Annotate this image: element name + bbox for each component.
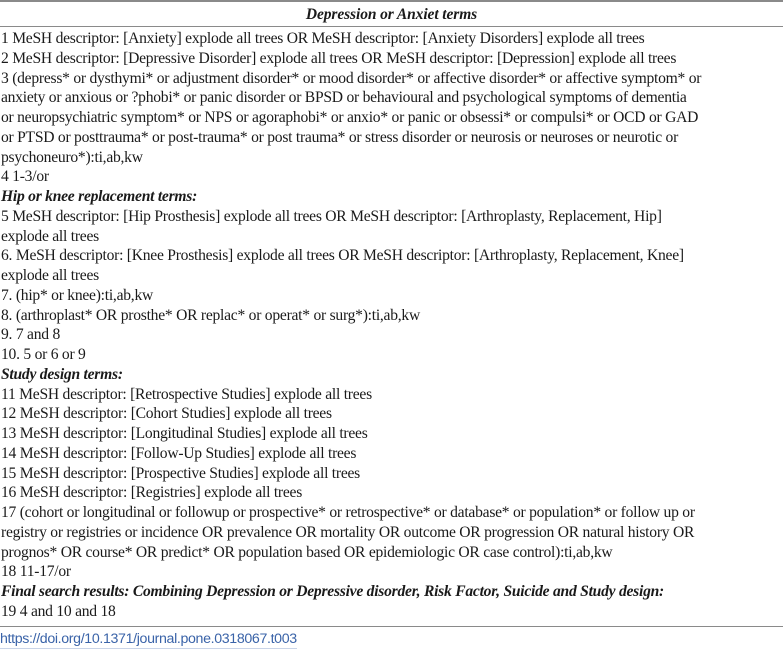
search-line: 14 MeSH descriptor: [Follow-Up Studies] explode all trees bbox=[1, 444, 357, 462]
section-heading bbox=[1, 365, 783, 385]
search-line: 11 MeSH descriptor: [Retrospective Studies] explode all trees bbox=[1, 385, 372, 403]
search-line: prognos* OR course* OR predict* OR population based OR epidemiologic OR case control):ti,ab,kw bbox=[1, 543, 613, 561]
search-line: 15 MeSH descriptor: [Prospective Studies] explode all trees bbox=[1, 464, 360, 482]
search-line: 12 MeSH descriptor: [Cohort Studies] explode all trees bbox=[1, 405, 332, 423]
search-line: 19 4 and 10 and 18 bbox=[1, 602, 116, 620]
search-line: 16 MeSH descriptor: [Registries] explode all trees bbox=[1, 484, 303, 502]
search-line: 9. 7 and 8 bbox=[1, 326, 60, 344]
search-line: explode all trees bbox=[1, 227, 99, 245]
section-heading-colon: : bbox=[192, 188, 198, 205]
search-line: or PTSD or posttrauma* or post-trauma* or post trauma* or stress disorder or neurosis or neuroses or neurotic or bbox=[1, 128, 679, 146]
search-line: 2 MeSH descriptor: [Depressive Disorder] explode all trees OR MeSH descriptor: [Depression] explode all trees bbox=[1, 49, 677, 67]
search-line: 10. 5 or 6 or 9 bbox=[1, 346, 86, 363]
table-header: Depression or Anxiet terms bbox=[0, 2, 783, 27]
section-heading-colon: : bbox=[659, 583, 664, 600]
table-bottom-rule bbox=[0, 626, 783, 627]
search-line: anxiety or anxious or ?phobi* or panic disorder or BPSD or behavioural and psychological symptoms of dementia bbox=[1, 89, 687, 107]
section-heading-colon: : bbox=[117, 365, 123, 383]
section-heading-text: Study design terms bbox=[1, 365, 118, 383]
search-line: 6. MeSH descriptor: [Knee Prosthesis] explode all trees OR MeSH descriptor: [Arthroplasty, Replacement, Knee] bbox=[1, 247, 684, 265]
doi-link[interactable]: https://doi.org/10.1371/journal.pone.0318067.t003 bbox=[0, 631, 297, 647]
search-line: 17 (cohort or longitudinal or followup or prospective* or retrospective* or database* or population* or follow up or bbox=[1, 504, 695, 521]
search-line: registry or registries or incidence OR prevalence OR mortality OR outcome OR progression OR natural history OR bbox=[1, 523, 695, 541]
search-line: 7. (hip* or knee):ti,ab,kw bbox=[1, 286, 153, 304]
section-heading bbox=[1, 582, 783, 602]
search-line: 13 MeSH descriptor: [Longitudinal Studies] explode all trees bbox=[1, 425, 368, 442]
search-line: or neuropsychiatric symptom* or NPS or agoraphobi* or anxio* or panic or obsessi* or compulsi* or OCD or GAD bbox=[1, 109, 699, 126]
search-line: 3 (depress* or dysthymi* or adjustment disorder* or mood disorder* or affective disorder* or affective symptom* or bbox=[1, 69, 702, 87]
search-line: 8. (arthroplast* OR prosthe* OR replac* or operat* or surg*):ti,ab,kw bbox=[1, 306, 420, 324]
search-line: 1 MeSH descriptor: [Anxiety] explode all trees OR MeSH descriptor: [Anxiety Disorders] explode all trees bbox=[1, 30, 645, 47]
section-heading-text: Hip or knee replacement terms bbox=[1, 188, 193, 205]
search-line: 5 MeSH descriptor: [Hip Prosthesis] explode all trees OR MeSH descriptor: [Arthroplasty, Replacement, Hip] bbox=[1, 207, 662, 225]
search-line: 4 1-3/or bbox=[1, 168, 49, 186]
table-body bbox=[0, 27, 783, 622]
section-heading-text: Final search results: Combining Depression or Depressive disorder, Risk Factor, Suicide and Study design bbox=[1, 583, 660, 600]
search-line: psychoneuro*):ti,ab,kw bbox=[1, 148, 143, 166]
section-heading bbox=[1, 187, 783, 207]
search-line: 18 11-17/or bbox=[1, 563, 71, 581]
search-line: explode all trees bbox=[1, 267, 99, 284]
